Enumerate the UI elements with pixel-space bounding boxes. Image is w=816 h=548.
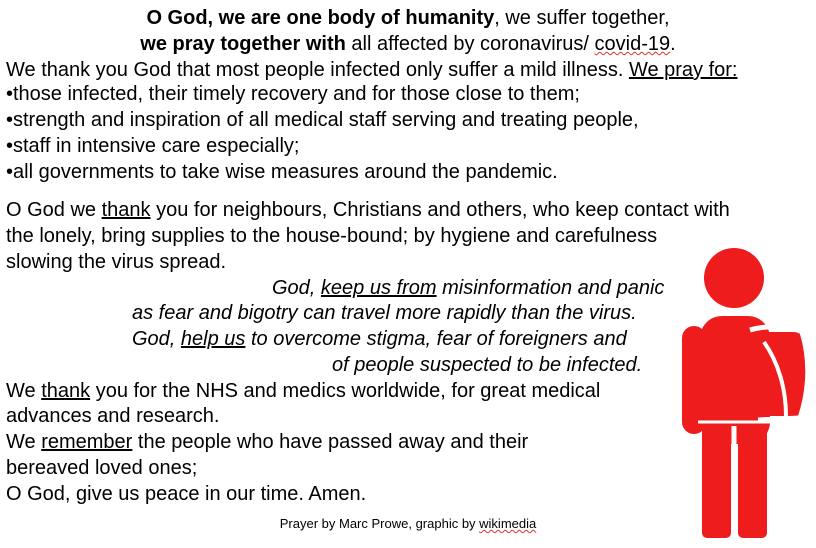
figure-body — [682, 248, 808, 538]
source-link[interactable]: wikimedia — [479, 516, 537, 531]
italic-line-3 — [132, 327, 627, 351]
help-us: help us — [180, 328, 246, 350]
title-end: . — [670, 33, 676, 55]
text: you for the NHS and medics worldwide, for great medical — [90, 380, 601, 402]
neighbours-line-3: slowing the virus spread. — [6, 251, 227, 273]
pray-for-label: We pray for: — [628, 59, 738, 81]
italic-line-1 — [272, 276, 664, 300]
text: God, — [132, 328, 181, 350]
credits-text: Prayer by Marc Prowe, graphic by — [279, 516, 480, 531]
title-line-2 — [0, 32, 816, 56]
italic-line-4: of people suspected to be infected. — [332, 354, 643, 376]
covid-word: covid-19 — [594, 33, 671, 55]
bullet-item: •strength and inspiration of all medical staff serving and treating people, — [6, 109, 639, 131]
thank-word: thank — [41, 380, 91, 402]
keep-us-from: keep us from — [320, 277, 437, 299]
text: We — [6, 431, 42, 453]
remember-word: remember — [41, 431, 133, 453]
text: God, — [272, 277, 321, 299]
person-with-sling-icon — [660, 246, 810, 540]
nhs-line-1 — [6, 379, 600, 403]
title-mid: all affected by coronavirus/ — [345, 33, 595, 55]
closing-line: O God, give us peace in our time. Amen. — [6, 483, 367, 505]
thank-word: thank — [101, 199, 151, 221]
text: We — [6, 380, 42, 402]
intro-text: We thank you God that most people infected only suffer a mild illness. — [6, 59, 629, 81]
title-bold: O God, we are one body of humanity — [146, 7, 495, 29]
italic-line-2: as fear and bigotry can travel more rapidly than the virus. — [132, 302, 637, 324]
title-bold-2: we pray together with — [140, 33, 346, 55]
bullet-item: •all governments to take wise measures around the pandemic. — [6, 161, 558, 183]
left-arm-shape — [682, 326, 706, 434]
text: to overcome stigma, fear of foreigners and — [245, 328, 627, 350]
right-leg-shape — [738, 416, 767, 538]
text: O God we — [6, 199, 102, 221]
neighbours-line-2: the lonely, bring supplies to the house-bound; by hygiene and carefulness — [6, 225, 658, 247]
title-rest: , we suffer together, — [494, 7, 670, 29]
text: you for neighbours, Christians and others, who keep contact with — [150, 199, 730, 221]
head-shape — [704, 248, 764, 308]
remember-line-1 — [6, 430, 528, 454]
intro-line — [6, 58, 738, 82]
text: the people who have passed away and their — [132, 431, 529, 453]
bullet-item: •those infected, their timely recovery and for those close to them; — [6, 83, 580, 105]
text: misinformation and panic — [436, 277, 665, 299]
title-line-1 — [0, 6, 816, 30]
neighbours-line-1 — [6, 198, 730, 222]
left-leg-shape — [702, 416, 731, 538]
nhs-line-2: advances and research. — [6, 405, 220, 427]
remember-line-2: bereaved loved ones; — [6, 457, 198, 479]
bullet-item: •staff in intensive care especially; — [6, 135, 300, 157]
